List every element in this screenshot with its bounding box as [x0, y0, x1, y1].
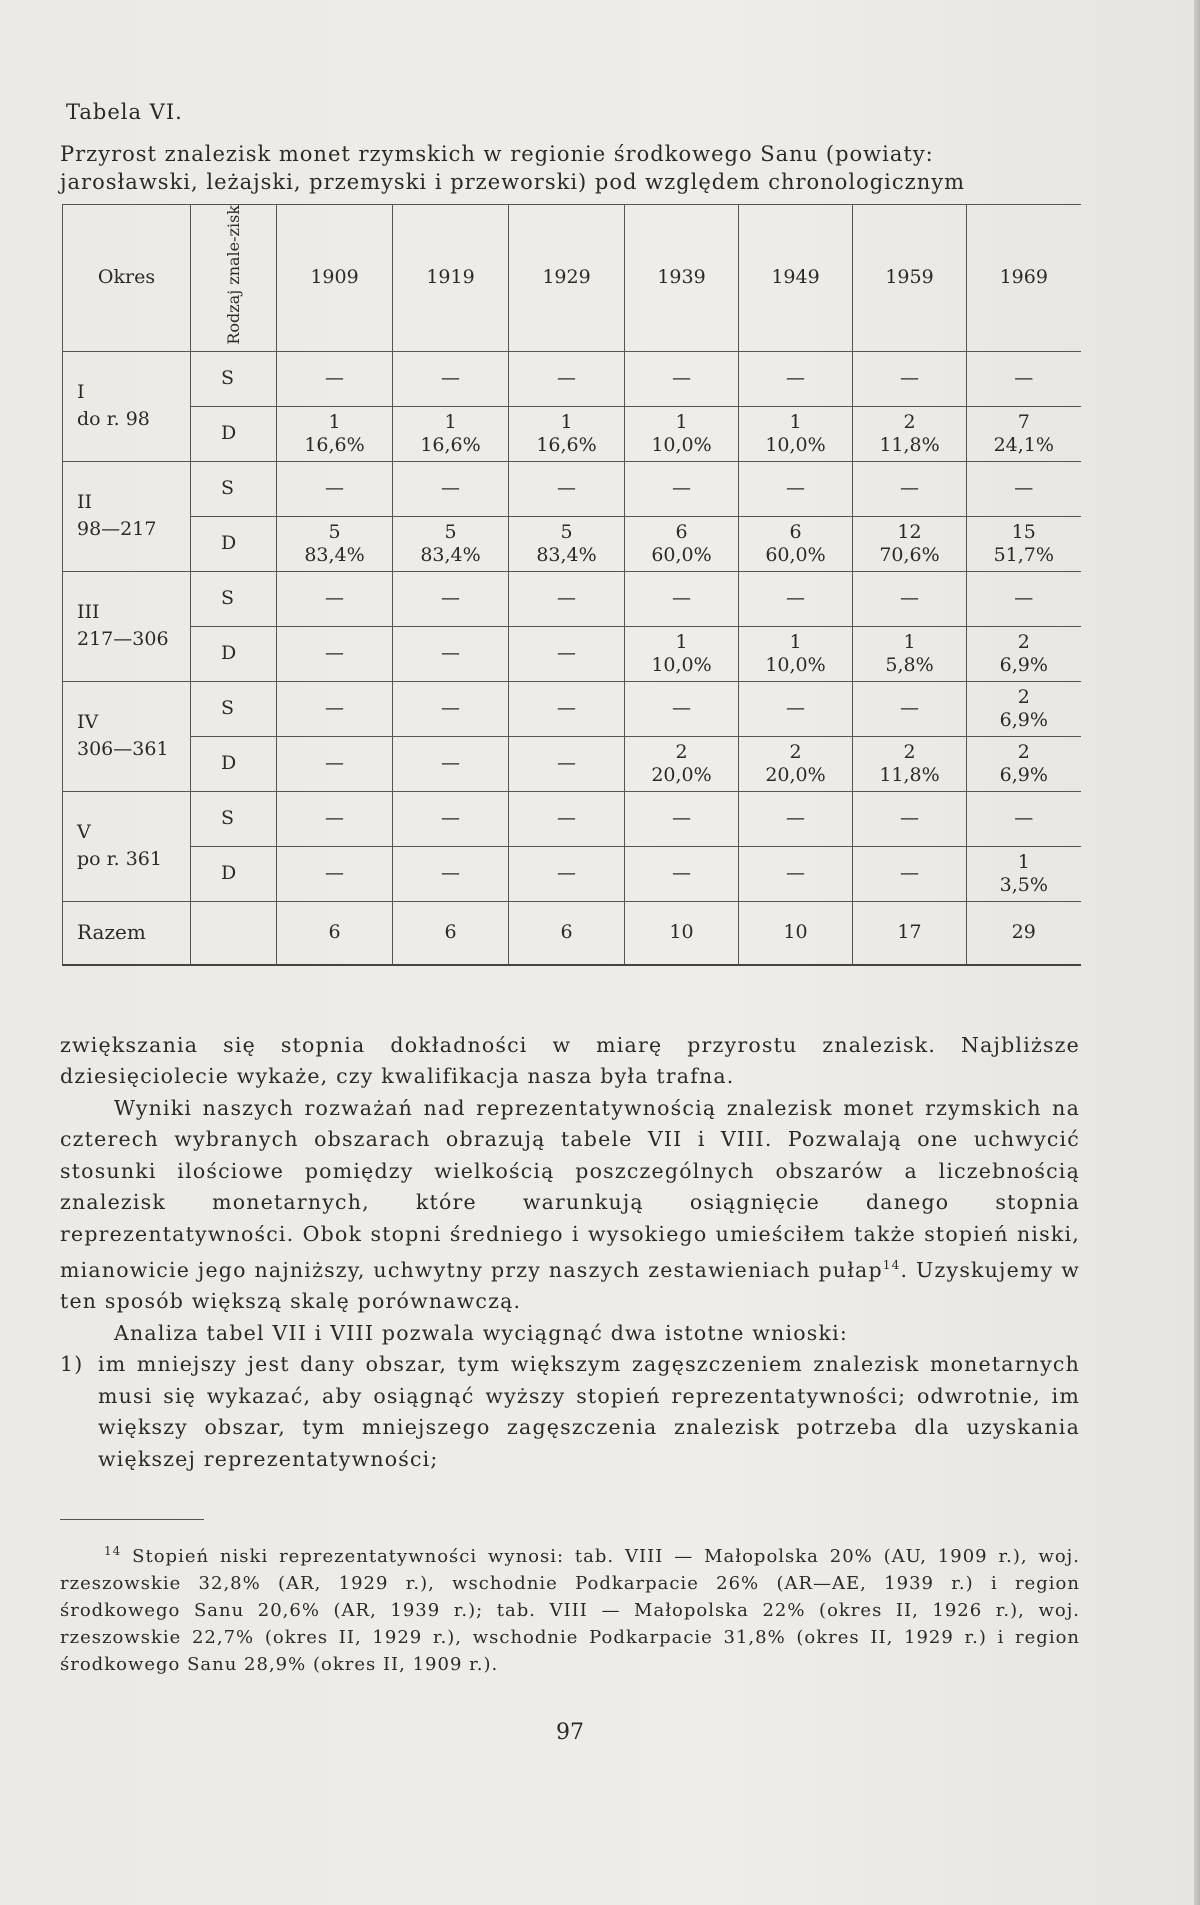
value-cell — [967, 461, 1081, 516]
cell-percent: 70,6% — [879, 543, 940, 566]
period-name: II — [77, 491, 93, 514]
value-cell — [509, 791, 625, 846]
cell-percent: 11,8% — [879, 433, 940, 456]
totals-row — [63, 901, 1081, 965]
cell-count: — — [325, 367, 344, 390]
value-cell — [625, 516, 739, 571]
value-cell — [739, 626, 853, 681]
cell-count: 1 — [560, 410, 573, 433]
value-cell — [625, 351, 739, 406]
cell-count: — — [1014, 807, 1034, 830]
cell-count: — — [441, 477, 460, 500]
find-type-cell: D — [191, 626, 277, 681]
header-year: 1909 — [277, 205, 393, 352]
totals-empty-cell — [191, 901, 277, 965]
list-item-text: im mniejszy jest dany obszar, tym większym zagęszczeniem znalezisk monetarnych musi się wykazać, aby osiągnąć wyższy stopień reprezentatywności; odwrotnie, im większy obszar, tym mniejszego zagęszczenia znalezisk potrzeba dla uzyskania większej reprezentatywności; — [98, 1352, 1080, 1471]
cell-percent: 5,8% — [885, 653, 934, 676]
table-body — [63, 351, 1081, 901]
cell-percent: 16,6% — [420, 433, 481, 456]
footnote-divider — [60, 1519, 204, 1520]
page-number: 97 — [556, 1720, 584, 1746]
header-okres: Okres — [63, 205, 191, 352]
table-row — [63, 571, 1081, 626]
cell-count: — — [672, 587, 691, 610]
cell-count: 2 — [1017, 630, 1030, 653]
value-cell — [739, 736, 853, 791]
cell-count: — — [900, 862, 919, 885]
cell-percent: 24,1% — [993, 433, 1054, 456]
cell-percent: 6,9% — [999, 763, 1048, 786]
cell-count: 5 — [328, 520, 341, 543]
cell-percent: 16,6% — [304, 433, 365, 456]
value-cell — [393, 351, 509, 406]
header-rodzaj: Rodzaj znale-zisk — [191, 205, 277, 352]
cell-percent: 6,9% — [999, 653, 1048, 676]
table-row — [63, 516, 1081, 571]
period-range: do r. 98 — [77, 408, 150, 431]
value-cell — [967, 406, 1081, 461]
value-cell — [277, 571, 393, 626]
cell-percent: 6,9% — [999, 708, 1048, 731]
find-type-cell: D — [191, 516, 277, 571]
value-cell — [853, 351, 967, 406]
cell-count: — — [786, 587, 805, 610]
value-cell — [625, 406, 739, 461]
cell-percent: 3,5% — [999, 873, 1048, 896]
cell-count: — — [786, 697, 805, 720]
header-year: 1969 — [967, 205, 1081, 352]
cell-count: — — [900, 367, 919, 390]
cell-count: 1 — [789, 630, 802, 653]
paragraph: Wyniki naszych rozważań nad reprezentatywnością znalezisk monet rzymskich na czterech wybranych obszarach obrazują tabele VII i VIII. Pozwalają one uchwycić stosunki ilościowe pomiędzy wielkością poszczególnych obszarów a liczebnością znalezisk monetarnych, które warunkują osiągnięcie danego stopnia reprezentatywności. Obok stopni średniego i wysokiego umieściłem także stopień niski, mianowicie jego najniższy, uchwytny przy naszych zestawieniach pułap$^{14}$. Uzyskujemy w ten sposób większą skalę porównawczą. — [60, 1095, 1080, 1314]
value-cell — [625, 461, 739, 516]
value-cell — [853, 791, 967, 846]
cell-percent: 11,8% — [879, 763, 940, 786]
cell-percent: 83,4% — [304, 543, 365, 566]
value-cell — [967, 626, 1081, 681]
cell-count: 1 — [675, 410, 688, 433]
cell-count: — — [900, 587, 919, 610]
cell-percent: 16,6% — [536, 433, 597, 456]
cell-count: — — [557, 367, 576, 390]
table-row — [63, 406, 1081, 461]
value-cell — [277, 846, 393, 901]
cell-count: — — [325, 807, 344, 830]
table-label: Tabela VI. — [66, 100, 183, 124]
period-name: V — [77, 821, 91, 844]
period-range: 98—217 — [77, 518, 157, 541]
cell-count: — — [325, 697, 344, 720]
total-value: 10 — [739, 901, 853, 965]
value-cell — [393, 461, 509, 516]
cell-count: 2 — [675, 740, 688, 763]
cell-percent: 20,0% — [651, 763, 712, 786]
cell-count: — — [557, 477, 576, 500]
cell-count: — — [441, 807, 460, 830]
cell-count: — — [441, 367, 460, 390]
cell-count: — — [900, 807, 919, 830]
value-cell — [853, 681, 967, 736]
paragraph: Analiza tabel VII i VIII pozwala wyciągnąć dwa istotne wnioski: — [114, 1320, 848, 1345]
cell-count: — — [325, 587, 344, 610]
header-row — [63, 205, 1081, 352]
total-value: 6 — [393, 901, 509, 965]
cell-count: — — [557, 752, 576, 775]
cell-count: 2 — [903, 740, 916, 763]
value-cell — [509, 516, 625, 571]
period-cell — [63, 461, 191, 571]
cell-count: — — [441, 752, 460, 775]
period-name: III — [77, 601, 100, 624]
cell-count: — — [786, 367, 805, 390]
find-type-cell: S — [191, 461, 277, 516]
cell-count: — — [900, 477, 919, 500]
find-type-cell: S — [191, 791, 277, 846]
cell-count: — — [1014, 587, 1034, 610]
value-cell — [853, 846, 967, 901]
total-value: 17 — [853, 901, 967, 965]
value-cell — [393, 846, 509, 901]
cell-count: 2 — [1017, 685, 1030, 708]
cell-percent: 10,0% — [765, 433, 826, 456]
cell-count: — — [786, 477, 805, 500]
cell-count: — — [557, 807, 576, 830]
cell-count: — — [786, 862, 805, 885]
value-cell — [509, 571, 625, 626]
value-cell — [625, 736, 739, 791]
table-row — [63, 351, 1081, 406]
header-year: 1929 — [509, 205, 625, 352]
value-cell — [739, 461, 853, 516]
value-cell — [277, 681, 393, 736]
cell-count: — — [672, 862, 691, 885]
cell-count: 1 — [903, 630, 916, 653]
value-cell — [277, 461, 393, 516]
table-caption: Przyrost znalezisk monet rzymskich w regionie środkowego Sanu (powiaty: jarosławski, leżajski, przemyski i przeworski) pod względem chronologicznym — [60, 142, 965, 194]
total-value: 29 — [967, 901, 1081, 965]
value-cell — [509, 406, 625, 461]
cell-count: 2 — [789, 740, 802, 763]
value-cell — [853, 406, 967, 461]
cell-percent: 20,0% — [765, 763, 826, 786]
value-cell — [967, 516, 1081, 571]
cell-count: 5 — [444, 520, 457, 543]
value-cell — [509, 736, 625, 791]
value-cell — [393, 791, 509, 846]
period-range: 306—361 — [77, 738, 169, 761]
cell-count: — — [557, 642, 576, 665]
value-cell — [277, 736, 393, 791]
value-cell — [509, 681, 625, 736]
cell-count: 1 — [789, 410, 802, 433]
cell-percent: 10,0% — [765, 653, 826, 676]
value-cell — [739, 681, 853, 736]
cell-count: 6 — [675, 520, 688, 543]
value-cell — [625, 626, 739, 681]
find-type-cell: S — [191, 681, 277, 736]
total-value: 6 — [509, 901, 625, 965]
cell-count: — — [786, 807, 805, 830]
value-cell — [739, 571, 853, 626]
value-cell — [277, 351, 393, 406]
value-cell — [509, 461, 625, 516]
cell-count: — — [325, 477, 344, 500]
table-row — [63, 791, 1081, 846]
value-cell — [277, 626, 393, 681]
header-year: 1919 — [393, 205, 509, 352]
value-cell — [393, 516, 509, 571]
coin-finds-table — [62, 204, 1081, 966]
footnote: $^{14}$ Stopień niski reprezentatywności wynosi: tab. VIII — Małopolska 20% (AU, 1909 r.), woj. rzeszowskie 32,8% (AR, 1929 r.), wschodnie Podkarpacie 26% (AR—AE, 1939 r.) i region środkowego Sanu 20,6% (AR, 1939 r.); tab. VIII — Małopolska 22% (okres II, 1926 r.), woj. rzeszowskie 22,7% (okres II, 1929 r.), wschodnie Podkarpacie 31,8% (okres II, 1929 r.) i region środkowego Sanu 28,9% (okres II, 1909 r.). — [60, 1544, 1080, 1676]
list-number: 1) — [60, 1352, 84, 1377]
find-type-cell: S — [191, 351, 277, 406]
find-type-cell: D — [191, 736, 277, 791]
header-year: 1959 — [853, 205, 967, 352]
value-cell — [393, 406, 509, 461]
cell-count: 2 — [1017, 740, 1030, 763]
value-cell — [509, 351, 625, 406]
period-cell — [63, 791, 191, 901]
value-cell — [967, 791, 1081, 846]
value-cell — [967, 736, 1081, 791]
table-row — [63, 846, 1081, 901]
cell-count: 1 — [444, 410, 457, 433]
cell-percent: 60,0% — [651, 543, 712, 566]
period-name: IV — [77, 711, 99, 734]
page-content — [60, 100, 1080, 1745]
cell-percent: 83,4% — [420, 543, 481, 566]
cell-count: 2 — [903, 410, 916, 433]
table-row — [63, 461, 1081, 516]
value-cell — [277, 516, 393, 571]
value-cell — [853, 516, 967, 571]
value-cell — [853, 571, 967, 626]
period-cell — [63, 571, 191, 681]
value-cell — [739, 406, 853, 461]
cell-count: — — [1014, 367, 1034, 390]
paragraph: zwiększania się stopnia dokładności w miarę przyrostu znalezisk. Najbliższe dziesięciolecie wykaże, czy kwalifikacja nasza była trafna. — [60, 1032, 1080, 1089]
cell-count: — — [325, 862, 344, 885]
cell-count: 5 — [560, 520, 573, 543]
cell-count: 7 — [1017, 410, 1030, 433]
value-cell — [967, 571, 1081, 626]
cell-percent: 60,0% — [765, 543, 826, 566]
list-item — [60, 1349, 1080, 1475]
header-year: 1939 — [625, 205, 739, 352]
cell-count: — — [672, 477, 691, 500]
cell-count: — — [441, 642, 460, 665]
value-cell — [739, 791, 853, 846]
cell-count: — — [441, 862, 460, 885]
cell-count: — — [1014, 477, 1034, 500]
find-type-cell: D — [191, 406, 277, 461]
cell-count: — — [672, 697, 691, 720]
value-cell — [967, 351, 1081, 406]
period-name: I — [77, 381, 85, 404]
table-row — [63, 681, 1081, 736]
value-cell — [739, 846, 853, 901]
cell-count: 1 — [1017, 850, 1030, 873]
cell-percent: 51,7% — [993, 543, 1054, 566]
cell-count: — — [325, 642, 344, 665]
value-cell — [625, 681, 739, 736]
cell-count: 6 — [789, 520, 802, 543]
value-cell — [967, 681, 1081, 736]
value-cell — [853, 736, 967, 791]
cell-count: — — [557, 697, 576, 720]
footnote-number: 14 — [104, 1544, 122, 1559]
value-cell — [509, 626, 625, 681]
value-cell — [967, 846, 1081, 901]
find-type-cell: S — [191, 571, 277, 626]
page-edge — [1194, 0, 1200, 1905]
body-text — [60, 1030, 1080, 1476]
cell-count: — — [557, 587, 576, 610]
cell-percent: 10,0% — [651, 433, 712, 456]
cell-count: — — [672, 807, 691, 830]
table-row — [63, 736, 1081, 791]
value-cell — [625, 791, 739, 846]
totals-label: Razem — [63, 901, 191, 965]
value-cell — [509, 846, 625, 901]
value-cell — [277, 406, 393, 461]
period-range: 217—306 — [77, 628, 169, 651]
period-range: po r. 361 — [77, 848, 162, 871]
cell-count: 12 — [897, 520, 922, 543]
cell-count: 15 — [1011, 520, 1036, 543]
period-cell — [63, 681, 191, 791]
value-cell — [277, 791, 393, 846]
cell-percent: 10,0% — [651, 653, 712, 676]
cell-count: — — [441, 587, 460, 610]
total-value: 10 — [625, 901, 739, 965]
footnote-reference: 14 — [882, 1258, 901, 1273]
header-year: 1949 — [739, 205, 853, 352]
cell-count: — — [325, 752, 344, 775]
total-value: 6 — [277, 901, 393, 965]
cell-percent: 83,4% — [536, 543, 597, 566]
value-cell — [393, 626, 509, 681]
cell-count: — — [900, 697, 919, 720]
value-cell — [625, 846, 739, 901]
value-cell — [853, 461, 967, 516]
cell-count: 1 — [328, 410, 341, 433]
cell-count: — — [672, 367, 691, 390]
value-cell — [853, 626, 967, 681]
cell-count: 1 — [675, 630, 688, 653]
value-cell — [625, 571, 739, 626]
find-type-cell: D — [191, 846, 277, 901]
value-cell — [739, 351, 853, 406]
value-cell — [393, 571, 509, 626]
value-cell — [393, 736, 509, 791]
value-cell — [393, 681, 509, 736]
value-cell — [739, 516, 853, 571]
table-row — [63, 626, 1081, 681]
cell-count: — — [441, 697, 460, 720]
period-cell — [63, 351, 191, 461]
cell-count: — — [557, 862, 576, 885]
